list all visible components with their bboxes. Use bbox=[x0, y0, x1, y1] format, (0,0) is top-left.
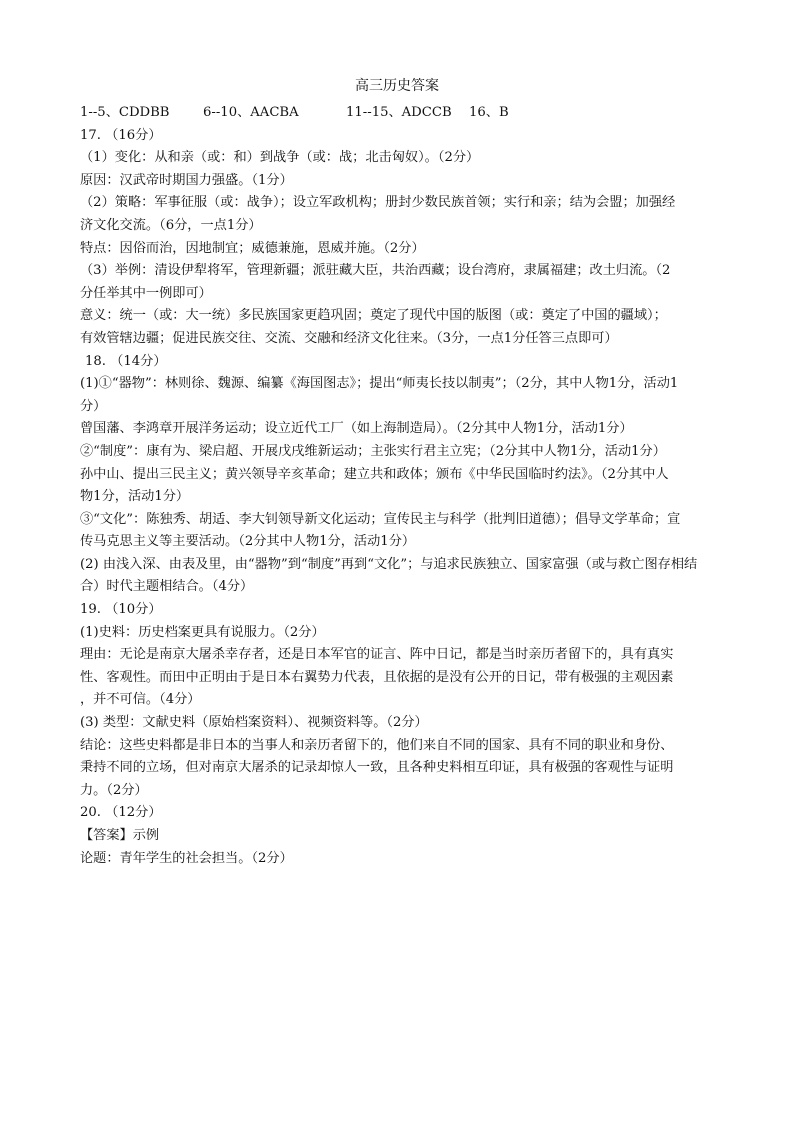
mc-group-3: 11--15、ADCCB bbox=[346, 105, 452, 120]
text-line: 秉持不同的立场，但对南京大屠杀的记录却惊人一致，且各种史料相互印证，具有极强的客观性与证明 bbox=[80, 760, 674, 776]
text-line: 意义：统一（或：大一统）多民族国家更趋巩固；奠定了现代中国的版图（或：奠定了中国的疆域）； bbox=[80, 308, 667, 324]
answer-content bbox=[80, 102, 720, 870]
text-line: 合）时代主题相结合。（4分） bbox=[80, 579, 254, 595]
text-line: 力。（2分） bbox=[80, 782, 148, 798]
text-line: 结论：这些史料都是非日本的当事人和亲历者留下的，他们来自不同的国家、具有不同的职业和身份、 bbox=[80, 737, 674, 753]
q17-heading: 17. （16分） bbox=[80, 127, 162, 143]
text-line: ②“制度”：康有为、梁启超、开展戊戌维新运动；主张实行君主立宪；（2分其中人物1分，活动1分） bbox=[80, 443, 666, 459]
text-line: (1)史料：历史档案更具有说服力。（2分） bbox=[80, 624, 325, 640]
text-line: ③“文化”：陈独秀、胡适、李大钊领导新文化运动；宣传民主与科学（批判旧道德）；倡导文学革命；宣 bbox=[80, 511, 681, 527]
text-line: 济文化交流。（6分，一点1分） bbox=[80, 217, 262, 233]
mc-group-2: 6--10、AACBA bbox=[203, 105, 299, 120]
mc-group-4: 16、B bbox=[469, 105, 509, 120]
multiple-choice-answers bbox=[80, 102, 720, 125]
text-line: 曾国藩、李鸿章开展洋务运动；设立近代工厂（如上海制造局）。（2分其中人物1分，活动1分） bbox=[80, 421, 633, 437]
text-line: 性、客观性。而田中正明由于是日本右翼势力代表，且依据的是没有公开的日记，带有极强的主观因素 bbox=[80, 669, 674, 685]
q18-heading: 18. （14分） bbox=[85, 353, 167, 369]
text-line: （2）策略：军事征服（或：战争）；设立军政机构；册封少数民族首领；实行和亲；结为会盟；加强经 bbox=[80, 195, 676, 211]
q20-heading: 20. （12分） bbox=[80, 805, 162, 821]
text-line: 孙中山、提出三民主义；黄兴领导辛亥革命；建立共和政体；颁布《中华民国临时约法》。（2分其中人 bbox=[80, 466, 669, 482]
text-line: (1)①“器物”：林则徐、魏源、编纂《海国图志》；提出“师夷长技以制夷”；（2分，其中人物1分，活动1 bbox=[80, 376, 679, 392]
text-line: ，并不可信。（4分） bbox=[80, 692, 201, 708]
text-line: (3) 类型：文献史料（原始档案资料）、视频资料等。（2分） bbox=[80, 715, 428, 731]
text-line: 分） bbox=[80, 398, 107, 414]
text-line: 传马克思主义等主要活动。（2分其中人物1分，活动1分） bbox=[80, 534, 416, 550]
text-line: 原因：汉武帝时期国力强盛。（1分） bbox=[80, 172, 293, 188]
text-line: 【答案】示例 bbox=[80, 828, 160, 843]
q19-heading: 19. （10分） bbox=[80, 602, 162, 618]
text-line: 有效管辖边疆；促进民族交往、交流、交融和经济文化往来。（3分，一点1分任答三点即可） bbox=[80, 330, 618, 346]
text-line: (2) 由浅入深、由表及里，由“器物”到“制度”再到“文化”；与追求民族独立、国家富强（或与救亡图存相结 bbox=[80, 556, 698, 572]
page-title: 高三历史答案 bbox=[355, 78, 439, 94]
text-line: 特点：因俗而治，因地制宜；威德兼施，恩威并施。（2分） bbox=[80, 240, 425, 256]
text-line: 理由：无论是南京大屠杀幸存者，还是日本军官的证言、阵中日记，都是当时亲历者留下的，具有真实 bbox=[80, 647, 674, 663]
text-line: 论题：青年学生的社会担当。（2分） bbox=[80, 850, 293, 866]
text-line: 物1分，活动1分） bbox=[80, 489, 190, 505]
mc-group-1: 1--5、CDDBB bbox=[80, 105, 170, 120]
text-line: （1）变化：从和亲（或：和）到战争（或：战；北击匈奴）。（2分） bbox=[80, 150, 480, 166]
text-line: 分任举其中一例即可） bbox=[80, 285, 212, 301]
text-line: （3）举例：清设伊犁将军，管理新疆；派驻藏大臣，共治西藏；设台湾府，隶属福建；改土归流。（2 bbox=[80, 263, 671, 279]
